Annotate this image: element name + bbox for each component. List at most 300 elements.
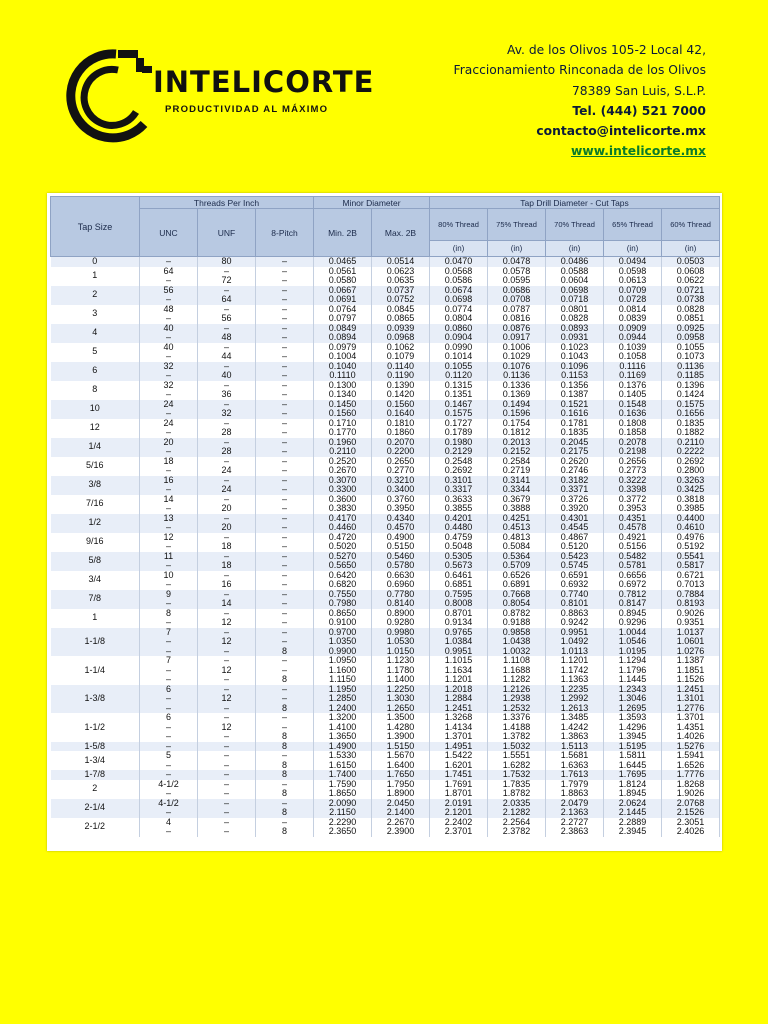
cell-value: 32 bbox=[221, 408, 232, 418]
cell-value: 0.2110 bbox=[677, 436, 704, 447]
cell-value: 0.5541 bbox=[676, 550, 705, 561]
cell-value: 0.1808 bbox=[618, 417, 647, 428]
cell-value: 0.0787 bbox=[502, 303, 531, 314]
cell-value: 1.5330 bbox=[328, 750, 357, 760]
cell-t60 bbox=[662, 495, 720, 514]
cell-min bbox=[314, 438, 372, 457]
cell-value: 1.3376 bbox=[502, 712, 531, 722]
cell-value: 0.2770 bbox=[386, 465, 415, 475]
cell-t80 bbox=[430, 514, 488, 533]
cell-unf bbox=[198, 495, 256, 514]
cell-tap-size: 2 bbox=[51, 286, 140, 305]
cell-min bbox=[314, 780, 372, 799]
cell-t80 bbox=[430, 590, 488, 609]
cell-t70 bbox=[546, 381, 604, 400]
cell-value: 1.9026 bbox=[676, 788, 705, 798]
cell-value: 0.0958 bbox=[676, 332, 705, 342]
cell-unc bbox=[140, 381, 198, 400]
cell-value: 0.4400 bbox=[676, 512, 705, 523]
cell-value: 4-1/2 bbox=[158, 797, 179, 808]
cell-value: 1.0546 bbox=[618, 636, 647, 646]
cell-value: 0.1055 bbox=[676, 341, 705, 352]
cell-min bbox=[314, 685, 372, 714]
cell-max bbox=[372, 362, 430, 381]
cell-value: 0.3679 bbox=[502, 493, 531, 504]
cell-value: 0.8701 bbox=[444, 607, 473, 618]
cell-t60 bbox=[662, 286, 720, 305]
cell-value: 0.3317 bbox=[444, 484, 473, 494]
cell-value: – bbox=[165, 731, 171, 741]
cell-value: 0.7884 bbox=[676, 588, 705, 599]
cell-value: 1.6445 bbox=[618, 759, 647, 770]
cell-value: 0.0764 bbox=[328, 303, 357, 314]
cell-value: 0.5709 bbox=[502, 560, 531, 570]
cell-value: – bbox=[282, 750, 288, 760]
cell-value: 2.0450 bbox=[386, 797, 415, 808]
cell-value: 2.1526 bbox=[676, 807, 705, 817]
cell-value: 0.0849 bbox=[328, 322, 357, 333]
tap-drill-table-panel bbox=[47, 193, 722, 851]
cell-value: 0.0595 bbox=[502, 275, 531, 285]
cell-value: – bbox=[282, 351, 288, 361]
cell-t60 bbox=[662, 628, 720, 657]
cell-value: 0.1340 bbox=[328, 389, 357, 399]
cell-value: – bbox=[282, 455, 288, 466]
cell-value: 1.6400 bbox=[386, 759, 415, 770]
cell-t80 bbox=[430, 533, 488, 552]
cell-min bbox=[314, 571, 372, 590]
cell-value: 0.3425 bbox=[676, 484, 705, 494]
cell-value: 2.1282 bbox=[502, 807, 531, 817]
cell-value: 0.1882 bbox=[676, 427, 705, 437]
cell-value: 1.8701 bbox=[444, 788, 473, 798]
table-row bbox=[51, 343, 720, 362]
cell-value: 0.0944 bbox=[618, 332, 647, 342]
cell-value: 1.5941 bbox=[676, 750, 705, 760]
cell-value: 0.0622 bbox=[676, 275, 705, 285]
table-row bbox=[51, 799, 720, 818]
cell-value: 0.2670 bbox=[328, 465, 357, 475]
cell-unf bbox=[198, 305, 256, 324]
cell-value: 0.9951 bbox=[444, 645, 473, 656]
cell-value: – bbox=[223, 417, 229, 428]
cell-value: 0.4460 bbox=[328, 522, 357, 532]
cell-value: 0.8863 bbox=[560, 607, 589, 618]
cell-t80 bbox=[430, 628, 488, 657]
cell-value: 1.1294 bbox=[618, 655, 647, 665]
cell-value: 0.1860 bbox=[386, 427, 415, 437]
cell-value: 1.2451 bbox=[444, 702, 473, 713]
cell-min bbox=[314, 818, 372, 837]
table-row bbox=[51, 533, 720, 552]
cell-value: 0.0904 bbox=[444, 332, 473, 342]
cell-t60 bbox=[662, 571, 720, 590]
cell-t60 bbox=[662, 362, 720, 381]
cell-value: 1.0032 bbox=[502, 645, 531, 656]
cell-unc bbox=[140, 476, 198, 495]
cell-value: 0.0586 bbox=[444, 275, 473, 285]
cell-value: 0.0698 bbox=[444, 294, 473, 304]
cell-value: 0.1120 bbox=[445, 370, 472, 380]
cell-p8 bbox=[256, 533, 314, 552]
cell-value: – bbox=[282, 712, 288, 722]
cell-value: – bbox=[165, 389, 171, 399]
cell-tap-size: 1-7/8 bbox=[51, 770, 140, 780]
cell-value: 0.1004 bbox=[328, 351, 357, 361]
cell-max bbox=[372, 257, 430, 267]
header-minor-diameter: Minor Diameter bbox=[314, 197, 430, 209]
cell-value: 8 bbox=[165, 607, 171, 618]
cell-value: 0.3818 bbox=[676, 493, 705, 504]
cell-value: – bbox=[282, 275, 288, 285]
cell-t65 bbox=[604, 628, 662, 657]
cell-t80 bbox=[430, 419, 488, 438]
cell-tap-size: 3 bbox=[51, 305, 140, 324]
cell-value: 1.5032 bbox=[502, 740, 531, 751]
cell-value: – bbox=[223, 512, 229, 523]
cell-value: 1.3782 bbox=[502, 731, 531, 741]
cell-value: 24 bbox=[163, 398, 174, 409]
cell-value: – bbox=[223, 607, 229, 618]
cell-value: 0.1014 bbox=[444, 351, 473, 361]
cell-value: 0.2692 bbox=[444, 465, 473, 475]
cell-p8 bbox=[256, 571, 314, 590]
cell-value: 1.1015 bbox=[444, 655, 473, 665]
cell-value: 1.2992 bbox=[560, 693, 589, 703]
cell-unc bbox=[140, 514, 198, 533]
cell-min bbox=[314, 552, 372, 571]
cell-value: – bbox=[282, 408, 288, 418]
cell-min bbox=[314, 419, 372, 438]
header-8-pitch: 8-Pitch bbox=[256, 209, 314, 257]
cell-tap-size: 0 bbox=[51, 257, 140, 267]
cell-value: 0.0893 bbox=[560, 322, 589, 333]
cell-value: 9 bbox=[165, 588, 171, 599]
cell-value: 2.0624 bbox=[618, 797, 647, 808]
cell-t65 bbox=[604, 751, 662, 770]
cell-value: 1.5551 bbox=[502, 750, 531, 760]
cell-value: – bbox=[223, 360, 229, 371]
cell-value: 0.0804 bbox=[444, 313, 473, 323]
cell-value: 0.2070 bbox=[386, 436, 415, 447]
cell-value: – bbox=[282, 512, 288, 523]
cell-value: 0.1575 bbox=[444, 408, 473, 418]
cell-value: 0.1356 bbox=[560, 379, 589, 390]
cell-t80 bbox=[430, 286, 488, 305]
cell-t65 bbox=[604, 799, 662, 818]
cell-value: 0.7595 bbox=[444, 588, 473, 599]
cell-value: 0.8900 bbox=[386, 607, 415, 618]
table-row bbox=[51, 324, 720, 343]
cell-tap-size: 4 bbox=[51, 324, 140, 343]
cell-value: 0.1636 bbox=[618, 408, 647, 418]
cell-value: – bbox=[223, 655, 229, 665]
cell-value: – bbox=[165, 807, 171, 817]
cell-min bbox=[314, 257, 372, 267]
cell-t80 bbox=[430, 343, 488, 362]
cell-t70 bbox=[546, 799, 604, 818]
cell-value: 1.1851 bbox=[676, 664, 705, 675]
header-70-thread: 70% Thread bbox=[546, 209, 604, 241]
cell-t75 bbox=[488, 267, 546, 286]
cell-tap-size: 6 bbox=[51, 362, 140, 381]
cell-value: 0.9765 bbox=[444, 626, 473, 637]
cell-tap-size: 1-1/2 bbox=[51, 713, 140, 742]
cell-value: 2.1445 bbox=[618, 807, 647, 817]
cell-value: 0.1369 bbox=[502, 389, 531, 399]
cell-unc bbox=[140, 656, 198, 685]
cell-t75 bbox=[488, 305, 546, 324]
cell-value: 0.4340 bbox=[386, 512, 415, 523]
cell-t75 bbox=[488, 400, 546, 419]
cell-value: 10 bbox=[163, 569, 174, 580]
cell-t70 bbox=[546, 590, 604, 609]
cell-value: 1.4951 bbox=[444, 740, 473, 751]
cell-unc bbox=[140, 267, 198, 286]
cell-value: 0.6656 bbox=[618, 569, 647, 580]
cell-value: – bbox=[223, 550, 229, 561]
table-row bbox=[51, 552, 720, 571]
header-unf: UNF bbox=[198, 209, 256, 257]
cell-value: 0.9280 bbox=[386, 617, 415, 627]
cell-value: – bbox=[165, 370, 171, 380]
cell-value: 2.2727 bbox=[560, 816, 589, 827]
cell-value: 2.1363 bbox=[560, 807, 589, 817]
cell-value: 1.0350 bbox=[328, 636, 357, 646]
cell-min bbox=[314, 457, 372, 476]
cell-t60 bbox=[662, 552, 720, 571]
cell-value: 0.4720 bbox=[328, 531, 357, 542]
cell-t70 bbox=[546, 552, 604, 571]
cell-value: 0.1116 bbox=[619, 360, 646, 371]
cell-value: 1.2018 bbox=[444, 683, 473, 694]
cell-value: 24 bbox=[221, 484, 232, 494]
cell-t80 bbox=[430, 438, 488, 457]
cell-value: 2.3701 bbox=[444, 826, 473, 836]
table-row bbox=[51, 438, 720, 457]
cell-t60 bbox=[662, 324, 720, 343]
cell-t75 bbox=[488, 590, 546, 609]
cell-t70 bbox=[546, 780, 604, 799]
cell-value: 44 bbox=[221, 351, 232, 361]
cell-value: – bbox=[282, 284, 288, 295]
cell-t70 bbox=[546, 818, 604, 837]
cell-unc bbox=[140, 533, 198, 552]
website-link[interactable]: www.intelicorte.mx bbox=[570, 144, 706, 159]
header-max-2b: Max. 2B bbox=[372, 209, 430, 257]
cell-value: 0.0580 bbox=[328, 275, 357, 285]
cell-t60 bbox=[662, 685, 720, 714]
table-row bbox=[51, 656, 720, 685]
cell-value: 0.0578 bbox=[502, 265, 531, 276]
cell-value: 0.4351 bbox=[618, 512, 647, 523]
cell-value: 2.0479 bbox=[560, 797, 589, 808]
cell-value: 1.1634 bbox=[444, 664, 473, 675]
cell-t70 bbox=[546, 305, 604, 324]
cell-value: 0.1770 bbox=[328, 427, 357, 437]
cell-unc bbox=[140, 751, 198, 770]
cell-value: 0.1110 bbox=[329, 370, 356, 380]
cell-value: – bbox=[165, 664, 171, 675]
cell-value: 0.1153 bbox=[561, 370, 588, 380]
cell-value: – bbox=[282, 598, 288, 608]
cell-p8 bbox=[256, 257, 314, 267]
cell-value: – bbox=[165, 427, 171, 437]
cell-value: – bbox=[223, 265, 229, 276]
cell-value: 2.3900 bbox=[386, 826, 415, 836]
cell-value: 0.2175 bbox=[560, 446, 589, 456]
table-row bbox=[51, 571, 720, 590]
cell-p8 bbox=[256, 628, 314, 657]
cell-value: 2.2564 bbox=[502, 816, 531, 827]
cell-min bbox=[314, 656, 372, 685]
cell-value: 11 bbox=[163, 550, 174, 561]
cell-value: 8 bbox=[282, 769, 288, 779]
header-unit: (in) bbox=[662, 241, 720, 257]
cell-value: 0.0845 bbox=[386, 303, 415, 314]
cell-value: 6 bbox=[165, 712, 171, 722]
cell-value: 0.3985 bbox=[676, 503, 705, 513]
cell-value: 1.0195 bbox=[618, 645, 647, 656]
cell-min bbox=[314, 713, 372, 742]
cell-value: 0.0816 bbox=[502, 313, 531, 323]
cell-value: 1.0276 bbox=[676, 645, 705, 656]
cell-p8 bbox=[256, 552, 314, 571]
cell-value: 0.0814 bbox=[618, 303, 647, 314]
cell-t70 bbox=[546, 400, 604, 419]
cell-value: 28 bbox=[221, 427, 232, 437]
cell-p8 bbox=[256, 419, 314, 438]
table-row bbox=[51, 305, 720, 324]
cell-value: 0.0851 bbox=[676, 313, 705, 323]
cell-value: 12 bbox=[221, 693, 232, 703]
cell-value: 0.0503 bbox=[676, 256, 705, 266]
table-row bbox=[51, 362, 720, 381]
cell-value: 16 bbox=[221, 579, 232, 589]
cell-unf bbox=[198, 324, 256, 343]
cell-tap-size: 8 bbox=[51, 381, 140, 400]
cell-tap-size: 9/16 bbox=[51, 533, 140, 552]
cell-value: 18 bbox=[221, 560, 232, 570]
cell-value: 1.5811 bbox=[619, 750, 646, 760]
cell-value: 0.1039 bbox=[618, 341, 647, 352]
table-row bbox=[51, 751, 720, 770]
cell-t65 bbox=[604, 305, 662, 324]
cell-value: – bbox=[165, 759, 171, 770]
cell-value: 0.2222 bbox=[676, 446, 705, 456]
cell-value: – bbox=[282, 816, 288, 827]
cell-value: 0.0623 bbox=[386, 265, 415, 276]
header-tap-size: Tap Size bbox=[51, 197, 140, 257]
cell-value: 0.1136 bbox=[503, 370, 530, 380]
cell-min bbox=[314, 381, 372, 400]
cell-min bbox=[314, 628, 372, 657]
cell-value: 0.0613 bbox=[618, 275, 647, 285]
cell-unf bbox=[198, 571, 256, 590]
cell-unc bbox=[140, 286, 198, 305]
cell-value: – bbox=[223, 398, 229, 409]
cell-value: 1.4280 bbox=[386, 721, 415, 732]
cell-t65 bbox=[604, 656, 662, 685]
cell-value: 0.1494 bbox=[502, 398, 531, 409]
table-row bbox=[51, 457, 720, 476]
cell-value: 0.0737 bbox=[386, 284, 415, 295]
cell-value: 0.1076 bbox=[502, 360, 531, 371]
cell-value: 1.1201 bbox=[444, 674, 473, 684]
cell-value: 1.0950 bbox=[328, 655, 357, 665]
cell-value: 2.4026 bbox=[676, 826, 705, 836]
cell-tap-size: 2-1/4 bbox=[51, 799, 140, 818]
cell-value: 0.9951 bbox=[560, 626, 589, 637]
cell-p8 bbox=[256, 751, 314, 770]
cell-value: 0.9858 bbox=[502, 626, 531, 637]
email[interactable]: contacto@intelicorte.mx bbox=[536, 124, 706, 139]
cell-value: 2.0191 bbox=[444, 797, 473, 808]
cell-t65 bbox=[604, 343, 662, 362]
cell-t60 bbox=[662, 713, 720, 742]
cell-value: – bbox=[282, 721, 288, 732]
cell-value: 0.1575 bbox=[676, 398, 705, 409]
cell-value: 0.5270 bbox=[328, 550, 357, 561]
cell-tap-size: 3/8 bbox=[51, 476, 140, 495]
cell-t60 bbox=[662, 400, 720, 419]
cell-value: 1.3701 bbox=[676, 712, 705, 722]
cell-tap-size: 1 bbox=[51, 267, 140, 286]
cell-max bbox=[372, 609, 430, 628]
cell-value: 18 bbox=[221, 541, 232, 551]
logo-mark-icon bbox=[58, 46, 158, 146]
cell-value: 2.0090 bbox=[328, 797, 357, 808]
cell-value: 1.5150 bbox=[386, 740, 415, 751]
cell-value: – bbox=[223, 626, 229, 637]
cell-max bbox=[372, 438, 430, 457]
header-80-thread: 80% Thread bbox=[430, 209, 488, 241]
cell-unf bbox=[198, 780, 256, 799]
cell-t75 bbox=[488, 552, 546, 571]
cell-unc bbox=[140, 362, 198, 381]
cell-value: 0.0568 bbox=[444, 265, 473, 276]
cell-value: 1.7979 bbox=[560, 778, 589, 789]
cell-value: – bbox=[282, 503, 288, 513]
table-row bbox=[51, 685, 720, 714]
cell-value: – bbox=[223, 284, 229, 295]
cell-value: 2.2889 bbox=[618, 816, 647, 827]
cell-value: 0.6960 bbox=[386, 579, 415, 589]
cell-value: – bbox=[223, 712, 229, 722]
cell-value: – bbox=[282, 398, 288, 409]
cell-value: 2.3782 bbox=[502, 826, 531, 836]
cell-tap-size: 3/4 bbox=[51, 571, 140, 590]
cell-value: – bbox=[282, 588, 288, 599]
cell-t80 bbox=[430, 400, 488, 419]
cell-tap-size: 1/2 bbox=[51, 514, 140, 533]
cell-t70 bbox=[546, 495, 604, 514]
cell-value: 1.0438 bbox=[502, 636, 531, 646]
cell-t80 bbox=[430, 324, 488, 343]
cell-value: – bbox=[165, 408, 171, 418]
cell-unc bbox=[140, 818, 198, 837]
cell-value: 1.1201 bbox=[560, 655, 589, 665]
cell-value: 0.7668 bbox=[502, 588, 531, 599]
cell-t65 bbox=[604, 324, 662, 343]
cell-value: 1.8863 bbox=[560, 788, 589, 798]
cell-unf bbox=[198, 685, 256, 714]
cell-value: 2.0768 bbox=[676, 797, 705, 808]
cell-value: 0.3141 bbox=[502, 474, 531, 485]
cell-value: 8 bbox=[282, 702, 288, 713]
cell-value: 0.1450 bbox=[328, 398, 357, 409]
cell-value: 0.1040 bbox=[328, 360, 357, 371]
